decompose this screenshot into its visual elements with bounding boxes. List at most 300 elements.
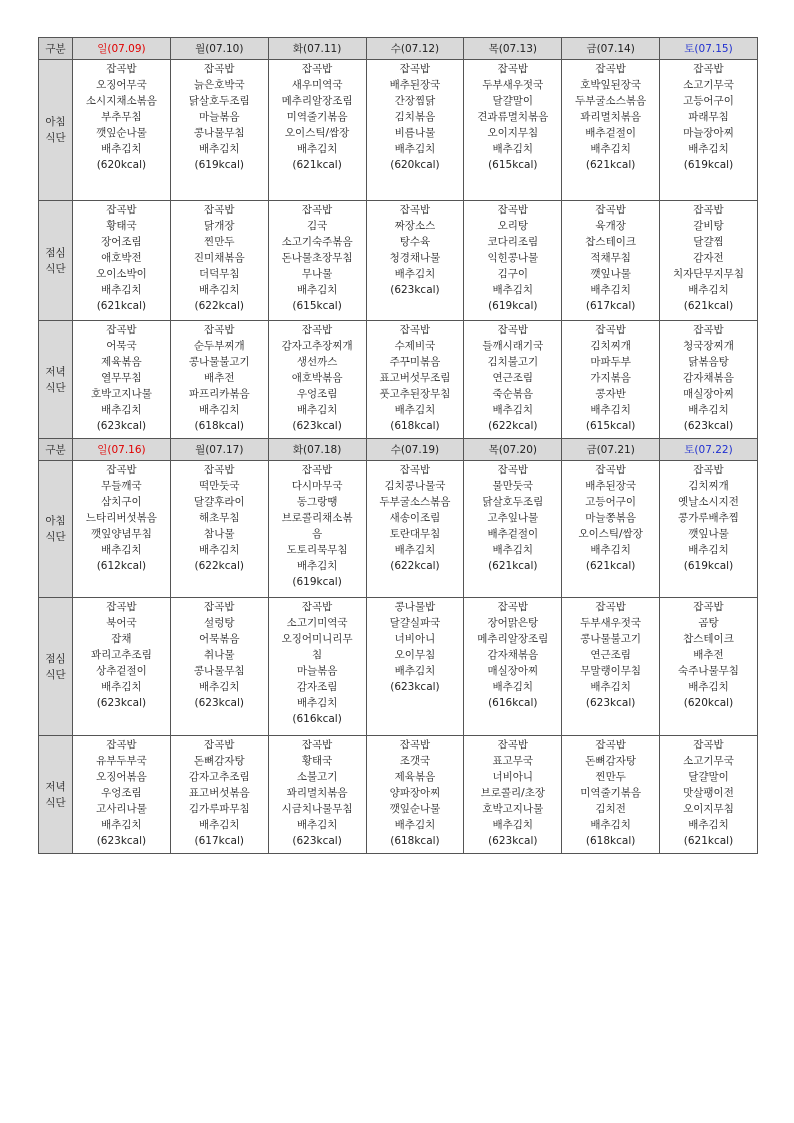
day-header	[366, 439, 464, 461]
menu-item: 짜장소스	[394, 220, 436, 232]
menu-item: 숙주나물무침	[678, 665, 739, 677]
calorie-value: (619kcal)	[194, 159, 244, 171]
calorie-value: (623kcal)	[96, 697, 147, 709]
menu-item: 꽈리멸치볶음	[286, 787, 348, 799]
calorie-value: (615kcal)	[585, 420, 636, 432]
menu-cell	[562, 736, 660, 854]
menu-item: 배추김치	[590, 681, 631, 693]
calorie-value: (617kcal)	[585, 300, 636, 312]
menu-item: 배추김치	[590, 284, 631, 296]
menu-cell	[562, 461, 660, 598]
menu-item: 배추김치	[688, 143, 729, 155]
menu-item: 배추김치	[394, 665, 436, 677]
menu-item: 배추김치	[198, 284, 240, 296]
calorie-value: (619kcal)	[683, 560, 734, 572]
calorie-value: (621kcal)	[585, 159, 636, 171]
menu-item: 잡곡밥	[399, 63, 431, 75]
calorie-value: (623kcal)	[390, 284, 440, 296]
menu-cell	[366, 321, 464, 439]
menu-cell	[268, 598, 366, 736]
menu-item: 콩나물불고기	[580, 633, 642, 645]
menu-item: 잡곡밥	[204, 464, 235, 476]
menu-item: 마늘볶음	[296, 665, 338, 677]
menu-item: 배추김치	[198, 681, 240, 693]
day-header	[170, 439, 268, 461]
day-header-label: 토(07.22)	[684, 443, 733, 456]
menu-cell	[660, 736, 758, 854]
menu-item: 배추김치	[198, 143, 240, 155]
menu-item: 부추무침	[101, 111, 142, 123]
menu-cell	[366, 461, 464, 598]
menu-item: 꽈리멸치볶음	[580, 111, 642, 123]
menu-item: 깻잎순나물	[96, 127, 147, 139]
menu-cell	[170, 461, 268, 598]
calorie-value: (620kcal)	[96, 159, 147, 171]
menu-item: 매실장아찌	[683, 388, 734, 400]
calorie-value: (623kcal)	[488, 835, 538, 847]
menu-item: 다시마무국	[291, 480, 343, 492]
menu-item: 청경채나물	[389, 252, 441, 264]
meal-label-text: 점심	[45, 652, 66, 665]
menu-item: 닭개장	[204, 220, 235, 232]
menu-item: 배추김치	[590, 404, 631, 416]
meal-label-text: 점심	[45, 246, 66, 259]
menu-item: 잡곡밥	[301, 204, 333, 216]
menu-item: 파래무침	[688, 111, 729, 123]
menu-item: 육개장	[595, 220, 626, 232]
menu-item: 오이스틱/쌈장	[284, 127, 350, 139]
menu-item: 연근조림	[590, 649, 631, 661]
menu-item: 호박고지나물	[90, 388, 152, 400]
calorie-value: (623kcal)	[96, 835, 147, 847]
menu-item: 콩나물무침	[193, 127, 245, 139]
menu-item: 배추겉절이	[487, 528, 539, 540]
menu-item: 장어맑은탕	[487, 617, 539, 629]
menu-item: 잡곡밥	[106, 601, 137, 613]
menu-item: 달걀실파국	[389, 617, 441, 629]
weekly-menu-table	[38, 37, 758, 854]
menu-item: 오징어볶음	[96, 771, 147, 783]
menu-item: 배추김치	[101, 143, 142, 155]
calorie-value: (623kcal)	[292, 835, 342, 847]
menu-item: 배추겉절이	[585, 127, 636, 139]
meal-label-text: 식단	[45, 796, 66, 809]
meal-label	[39, 736, 73, 854]
menu-table-body	[39, 38, 758, 854]
menu-item: 잡곡밥	[106, 63, 137, 75]
menu-item: 배추김치	[492, 681, 534, 693]
menu-item: 미역줄기볶음	[580, 787, 642, 799]
day-header	[268, 439, 366, 461]
menu-item: 깻잎나물	[590, 268, 631, 280]
meal-label-text: 아침	[45, 116, 66, 128]
calorie-value: (621kcal)	[96, 300, 147, 312]
menu-item: 표고버섯볶음	[188, 787, 250, 799]
calorie-value: (619kcal)	[488, 300, 538, 312]
menu-item: 고등어구이	[683, 95, 734, 107]
menu-item: 찐만두	[595, 771, 626, 783]
menu-cell	[464, 598, 562, 736]
menu-item: 감자고추조림	[188, 771, 250, 783]
menu-item: 물만둣국	[492, 480, 534, 492]
menu-item: 생선까스	[296, 356, 338, 368]
day-header-label: 일(07.16)	[97, 443, 146, 456]
menu-item: 청국장찌개	[683, 340, 734, 352]
meal-label-text: 아침	[45, 515, 66, 527]
menu-item: 느타리버섯볶음	[85, 512, 157, 524]
menu-item: 잡곡밥	[399, 464, 431, 476]
menu-item: 배추김치	[101, 284, 142, 296]
menu-item: 배추김치	[394, 819, 436, 831]
menu-item: 적채무침	[590, 252, 631, 264]
menu-item: 죽순볶음	[492, 388, 534, 400]
menu-item: 동그랑땡	[296, 496, 338, 508]
menu-item: 가지볶음	[590, 372, 631, 384]
menu-item: 배추김치	[198, 404, 240, 416]
menu-cell	[73, 201, 171, 321]
menu-cell	[170, 321, 268, 439]
day-header-label: 월(07.10)	[195, 42, 244, 55]
calorie-value: (622kcal)	[390, 560, 440, 572]
calorie-value: (623kcal)	[585, 697, 636, 709]
menu-item: 탕수육	[399, 236, 431, 248]
menu-item: 김치찌개	[590, 340, 631, 352]
menu-item: 양파장아찌	[389, 787, 441, 799]
menu-item: 배추김치	[492, 284, 534, 296]
menu-item: 오이무침	[394, 649, 436, 661]
calorie-value: (621kcal)	[683, 835, 734, 847]
menu-item: 오이스틱/쌈장	[578, 528, 643, 540]
meal-row	[39, 60, 758, 201]
menu-item: 표고버섯무조림	[379, 372, 451, 384]
menu-item: 배추김치	[394, 143, 436, 155]
menu-item: 주꾸미볶음	[389, 356, 441, 368]
menu-item: 배추김치	[492, 143, 534, 155]
calorie-value: (622kcal)	[194, 300, 244, 312]
menu-item: 잡곡밥	[301, 63, 333, 75]
menu-item: 진미채볶음	[193, 252, 245, 264]
menu-cell	[464, 461, 562, 598]
menu-item: 너비아니	[394, 633, 436, 645]
menu-item: 견과류멸치볶음	[477, 111, 549, 123]
menu-cell	[562, 201, 660, 321]
menu-item: 제육볶음	[394, 771, 436, 783]
menu-item: 잡곡밥	[204, 739, 235, 751]
menu-item: 배추김치	[101, 544, 142, 556]
menu-item: 김치전	[595, 803, 626, 815]
menu-item: 찹스테이크	[585, 236, 636, 248]
menu-item: 배추김치	[296, 404, 338, 416]
menu-item: 잡곡밥	[595, 464, 626, 476]
menu-item: 취나물	[204, 649, 235, 661]
menu-item: 감자전	[693, 252, 724, 264]
calorie-value: (621kcal)	[683, 300, 734, 312]
menu-item: 배추김치	[296, 560, 338, 572]
menu-item: 고등어구이	[585, 496, 636, 508]
menu-item: 잡곡밥	[106, 324, 137, 336]
menu-item: 늙은호박국	[193, 79, 245, 91]
menu-item: 찐만두	[204, 236, 235, 248]
menu-item: 배추김치	[101, 681, 142, 693]
menu-cell	[170, 60, 268, 201]
menu-item: 잡곡밥	[106, 464, 137, 476]
meal-label	[39, 60, 73, 201]
menu-item: 닭살호두조림	[482, 496, 544, 508]
menu-item: 배추전	[693, 649, 724, 661]
menu-item: 참나물	[204, 528, 235, 540]
menu-item: 잡곡밥	[595, 63, 626, 75]
menu-item: 무들깨국	[101, 480, 142, 492]
calorie-value: (623kcal)	[390, 681, 440, 693]
menu-cell	[73, 60, 171, 201]
menu-item: 오징어무국	[96, 79, 147, 91]
day-header	[268, 38, 366, 60]
menu-item: 설렁탕	[204, 617, 235, 629]
menu-item: 파프리카볶음	[188, 388, 250, 400]
menu-item: 깻잎순나물	[389, 803, 441, 815]
menu-item: 달걀후라이	[193, 496, 245, 508]
menu-item: 배추전	[204, 372, 235, 384]
menu-item: 순두부찌개	[193, 340, 245, 352]
menu-item: 김가루파무침	[188, 803, 250, 815]
calorie-value: (617kcal)	[194, 835, 244, 847]
menu-item: 조갯국	[399, 755, 431, 767]
menu-item: 소시지채소볶음	[85, 95, 157, 107]
menu-item: 찹스테이크	[683, 633, 734, 645]
menu-item: 배추김치	[296, 697, 338, 709]
menu-item: 곰탕	[698, 617, 719, 629]
day-header	[464, 439, 562, 461]
menu-item: 비름나물	[394, 127, 436, 139]
calorie-value: (623kcal)	[96, 420, 147, 432]
menu-item: 김치불고기	[487, 356, 539, 368]
menu-item: 달걀찜	[693, 236, 724, 248]
day-header-label: 금(07.21)	[586, 443, 635, 456]
menu-item: 달걀말이	[688, 771, 729, 783]
menu-item: 두부굴소스볶음	[379, 496, 451, 508]
menu-item: 도토리묵무침	[286, 544, 348, 556]
day-header-label: 금(07.14)	[586, 42, 635, 55]
menu-item: 콩가루배추찜	[678, 512, 739, 524]
menu-item: 호박고지나물	[482, 803, 544, 815]
day-header-label: 수(07.19)	[390, 443, 440, 456]
menu-item: 배추김치	[492, 544, 534, 556]
menu-item: 코다리조림	[487, 236, 539, 248]
calorie-value: (616kcal)	[292, 713, 342, 725]
calorie-value: (618kcal)	[390, 835, 440, 847]
menu-item: 김치콩나물국	[384, 480, 446, 492]
menu-cell	[170, 598, 268, 736]
meal-label	[39, 201, 73, 321]
menu-item: 닭살호두조림	[188, 95, 250, 107]
menu-item: 새우미역국	[291, 79, 343, 91]
menu-item: 두부새우젓국	[580, 617, 642, 629]
menu-item: 감자채볶음	[683, 372, 734, 384]
meal-label	[39, 321, 73, 439]
menu-item: 소고기무국	[683, 79, 734, 91]
menu-item: 고사리나물	[96, 803, 147, 815]
menu-cell	[660, 461, 758, 598]
meal-row	[39, 598, 758, 736]
menu-cell	[73, 461, 171, 598]
day-header	[660, 439, 758, 461]
menu-item: 떡만둣국	[198, 480, 240, 492]
menu-cell	[562, 598, 660, 736]
menu-item: 황태국	[301, 755, 333, 767]
menu-item: 간장찜닭	[394, 95, 436, 107]
menu-cell	[73, 598, 171, 736]
day-header-label: 목(07.13)	[488, 42, 537, 55]
menu-item: 깻잎양념무침	[90, 528, 152, 540]
meal-row	[39, 321, 758, 439]
day-header-label: 목(07.20)	[488, 443, 537, 456]
menu-item: 깻잎나물	[688, 528, 729, 540]
menu-item: 마늘볶음	[198, 111, 240, 123]
menu-item: 돈뼈감자탕	[585, 755, 636, 767]
meal-label-text: 식단	[45, 262, 66, 275]
day-header-label: 일(07.09)	[97, 42, 146, 55]
menu-item: 너비아니	[492, 771, 534, 783]
menu-item: 들깨시래기국	[482, 340, 544, 352]
menu-item: 잡곡밥	[497, 464, 529, 476]
week-header-row	[39, 38, 758, 60]
menu-item: 배추김치	[101, 819, 142, 831]
calorie-value: (622kcal)	[194, 560, 244, 572]
menu-item: 치자단무지무침	[672, 268, 744, 280]
menu-item: 배추김치	[296, 284, 338, 296]
menu-item: 연근조림	[492, 372, 534, 384]
menu-item: 잡곡밥	[301, 324, 333, 336]
menu-item: 무나물	[301, 268, 333, 280]
menu-item: 북어국	[106, 617, 137, 629]
menu-item: 오이소박이	[96, 268, 147, 280]
menu-item: 해초무침	[198, 512, 240, 524]
menu-item: 메추리알장조림	[477, 633, 549, 645]
menu-item: 음	[312, 528, 323, 540]
menu-item: 배추김치	[688, 284, 729, 296]
menu-item: 감자조림	[296, 681, 338, 693]
menu-item: 배추김치	[198, 544, 240, 556]
menu-item: 콩자반	[595, 388, 626, 400]
menu-item: 오이지무침	[487, 127, 539, 139]
menu-cell	[660, 201, 758, 321]
calorie-value: (620kcal)	[390, 159, 440, 171]
menu-item: 미역줄기볶음	[286, 111, 348, 123]
menu-cell	[366, 598, 464, 736]
menu-item: 고추잎나물	[487, 512, 539, 524]
menu-cell	[366, 60, 464, 201]
menu-item: 감자고추장찌개	[281, 340, 353, 352]
menu-item: 콩나물불고기	[188, 356, 250, 368]
menu-cell	[268, 461, 366, 598]
menu-item: 소불고기	[296, 771, 338, 783]
menu-item: 달걀말이	[492, 95, 534, 107]
calorie-value: (622kcal)	[488, 420, 538, 432]
meal-row	[39, 461, 758, 598]
menu-item: 제육볶음	[101, 356, 142, 368]
menu-item: 마파두부	[590, 356, 631, 368]
calorie-value: (618kcal)	[585, 835, 636, 847]
menu-item: 잡곡밥	[204, 601, 235, 613]
menu-item: 수제비국	[394, 340, 436, 352]
menu-cell	[464, 736, 562, 854]
menu-cell	[464, 201, 562, 321]
day-header-label: 월(07.17)	[195, 443, 244, 456]
menu-item: 시금치나물무침	[281, 803, 353, 815]
menu-item: 잡곡밥	[595, 324, 626, 336]
menu-item: 오리탕	[497, 220, 529, 232]
day-header	[366, 38, 464, 60]
menu-item: 배추김치	[394, 404, 436, 416]
calorie-value: (620kcal)	[683, 697, 734, 709]
menu-item: 잡곡밥	[497, 204, 529, 216]
menu-item: 잡곡밥	[693, 63, 724, 75]
menu-item: 잡곡밥	[301, 464, 333, 476]
menu-item: 두부새우젓국	[482, 79, 544, 91]
category-header: 구분	[39, 439, 73, 461]
calorie-value: (616kcal)	[488, 697, 538, 709]
menu-item: 배추김치	[198, 819, 240, 831]
menu-item: 배추김치	[296, 143, 338, 155]
menu-item: 브로콜리/초장	[480, 787, 545, 799]
menu-cell	[73, 321, 171, 439]
menu-item: 배추김치	[492, 404, 534, 416]
menu-item: 잡곡밥	[693, 601, 724, 613]
menu-item: 잡곡밥	[204, 63, 235, 75]
calorie-value: (619kcal)	[683, 159, 734, 171]
menu-item: 토란대무침	[389, 528, 441, 540]
menu-item: 열무무침	[101, 372, 142, 384]
menu-item: 소고기미역국	[286, 617, 348, 629]
calorie-value: (618kcal)	[194, 420, 244, 432]
calorie-value: (623kcal)	[292, 420, 342, 432]
day-header-label: 화(07.18)	[292, 443, 342, 456]
menu-item: 잡곡밥	[693, 464, 724, 476]
menu-cell	[660, 598, 758, 736]
calorie-value: (618kcal)	[390, 420, 440, 432]
menu-item: 어묵국	[106, 340, 137, 352]
menu-item: 배추김치	[688, 681, 729, 693]
menu-item: 콩나물무침	[193, 665, 245, 677]
day-header	[562, 38, 660, 60]
menu-item: 두부굴소스볶음	[575, 95, 647, 107]
meal-label-text: 식단	[45, 668, 66, 681]
menu-item: 오이지무침	[683, 803, 734, 815]
menu-item: 감자채볶음	[487, 649, 539, 661]
day-header-label: 토(07.15)	[684, 42, 733, 55]
menu-item: 잡곡밥	[301, 601, 333, 613]
menu-item: 잡곡밥	[693, 324, 724, 336]
menu-item: 상추겉절이	[96, 665, 147, 677]
menu-item: 잡곡밥	[399, 204, 431, 216]
menu-item: 브로콜리채소볶	[281, 512, 353, 524]
menu-cell	[170, 736, 268, 854]
category-header: 구분	[39, 38, 73, 60]
meal-row	[39, 736, 758, 854]
menu-item: 배추김치	[688, 404, 729, 416]
menu-item: 어묵볶음	[198, 633, 240, 645]
menu-item: 매실장아찌	[487, 665, 539, 677]
menu-item: 김구이	[497, 268, 529, 280]
menu-item: 우엉조림	[101, 787, 142, 799]
menu-item: 잡곡밥	[399, 739, 431, 751]
menu-item: 잡곡밥	[301, 739, 333, 751]
menu-item: 마늘장아찌	[683, 127, 734, 139]
menu-item: 배추김치	[394, 268, 436, 280]
menu-item: 잡곡밥	[497, 739, 529, 751]
day-header	[660, 38, 758, 60]
menu-item: 잡곡밥	[595, 601, 626, 613]
